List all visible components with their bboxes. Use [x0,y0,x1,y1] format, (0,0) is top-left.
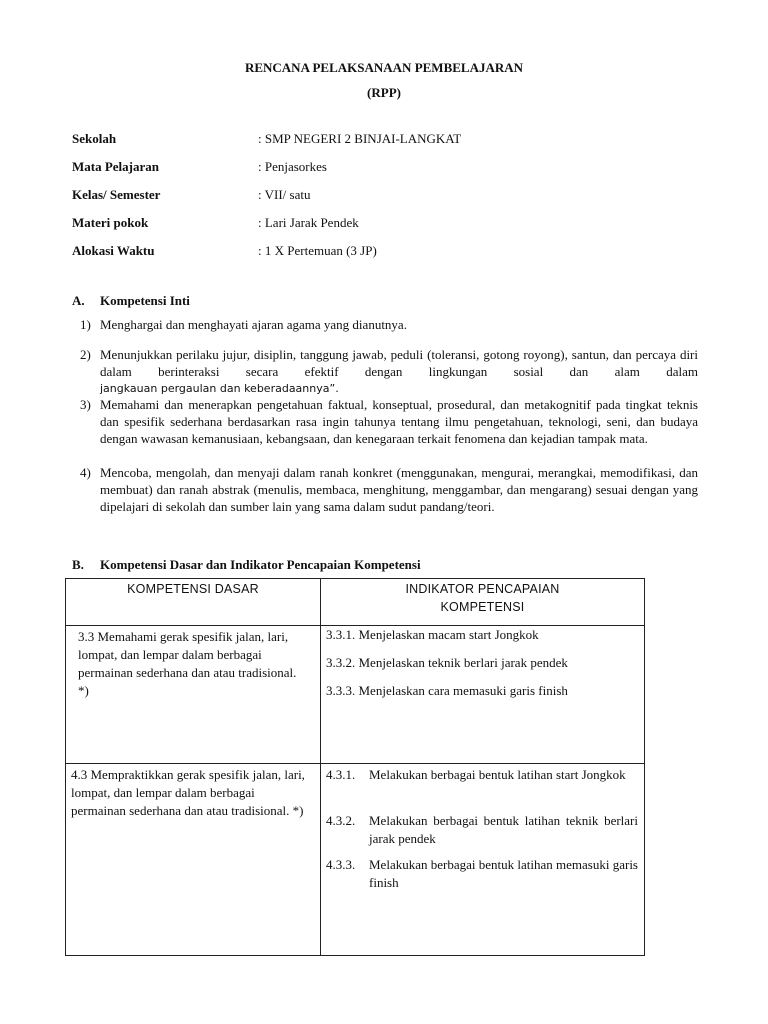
section-letter: A. [72,293,85,308]
kd-cell: 3.3 Memahami gerak spesifik jalan, lari, lompat, dan lempar dalam berbagai permainan sederhana dan atau tradisional. *) [78,629,297,698]
ki-item-4 [80,464,698,515]
table-header-indikator: INDIKATOR PENCAPAIAN KOMPETENSI [405,582,560,614]
info-label: Alokasi Waktu [72,243,155,258]
indicator-item: 3.3.1. Menjelaskan macam start Jongkok [326,627,539,642]
ki-text-end: jangkauan pergaulan dan keberadaannya”. [100,382,339,395]
section-b-heading [72,557,421,573]
ki-text: Menghargai dan menghayati ajaran agama yang dianutnya. [100,317,407,332]
ki-number: 1) [80,317,91,332]
info-label: Sekolah [72,131,117,146]
section-letter: B. [72,557,84,572]
ki-item-2 [80,346,698,397]
document-subtitle: (RPP) [367,85,401,100]
info-value: : VII/ satu [258,187,311,202]
indicator-item [326,766,638,784]
ki-number: 4) [80,465,91,480]
indicator-text: Melakukan berbagai bentuk latihan memasuki garis finish [369,857,638,890]
ki-item-3 [80,396,698,447]
section-a-heading [72,293,190,309]
indicator-text: Melakukan berbagai bentuk latihan start Jongkok [369,767,626,782]
info-value: : Lari Jarak Pendek [258,215,359,230]
info-value: : 1 X Pertemuan (3 JP) [258,243,377,258]
table-column-divider [320,578,321,956]
info-label: Mata Pelajaran [72,159,160,174]
info-label: Materi pokok [72,215,149,230]
indicator-item [326,812,638,848]
ki-text: Memahami dan menerapkan pengetahuan faktual, konseptual, prosedural, dan metakognitif pada tingkat teknis dan spesifik sederhana berdasarkan rasa ingin tahunya tentang ilmu pengetahuan, teknologi, seni, dan budaya dengan wawasan kemanusiaan, kebangsaan, dan kenegaraan terkait fenomena dan kejadian tampak mata. [100,397,698,446]
indicator-code: 4.3.1. [326,767,356,782]
indicator-code: 4.3.3. [326,857,356,872]
ki-number: 3) [80,397,91,412]
indicator-code: 4.3.2. [326,813,356,828]
indicator-item [326,856,638,892]
ki-text: Mencoba, mengolah, dan menyaji dalam ranah konkret (menggunakan, mengurai, merangkai, memodifikasi, dan membuat) dan ranah abstrak (menulis, membaca, menghitung, menggambar, dan mengarang) sesuai dengan yang dipelajari di sekolah dan sumber lain yang sama dalam sudut pandang/teori. [100,465,698,514]
section-title: Kompetensi Inti [100,293,190,308]
ki-text: Menunjukkan perilaku jujur, disiplin, tanggung jawab, peduli (toleransi, gotong royong), santun, dan percaya diri dalam berinteraksi secara efektif dengan lingkungan sosial dan alam dalam [100,347,698,379]
table-header-kompetensi-dasar: KOMPETENSI DASAR [127,582,259,596]
kd-cell: 4.3 Mempraktikkan gerak spesifik jalan, lari, lompat, dan lempar dalam berbagai permainan sederhana dan atau tradisional. *) [71,767,305,818]
table-row-divider [65,763,645,764]
ki-item-1 [80,316,698,333]
indicator-text: Melakukan berbagai bentuk latihan teknik berlari jarak pendek [369,813,638,846]
indicator-item: 3.3.3. Menjelaskan cara memasuki garis finish [326,683,568,698]
info-label: Kelas/ Semester [72,187,161,202]
ki-number: 2) [80,347,91,362]
indicator-item: 3.3.2. Menjelaskan teknik berlari jarak pendek [326,655,568,670]
info-value: : SMP NEGERI 2 BINJAI-LANGKAT [258,131,462,146]
info-value: : Penjasorkes [258,159,327,174]
document-title: RENCANA PELAKSANAAN PEMBELAJARAN [244,60,524,75]
section-title: Kompetensi Dasar dan Indikator Pencapaian Kompetensi [100,557,421,572]
